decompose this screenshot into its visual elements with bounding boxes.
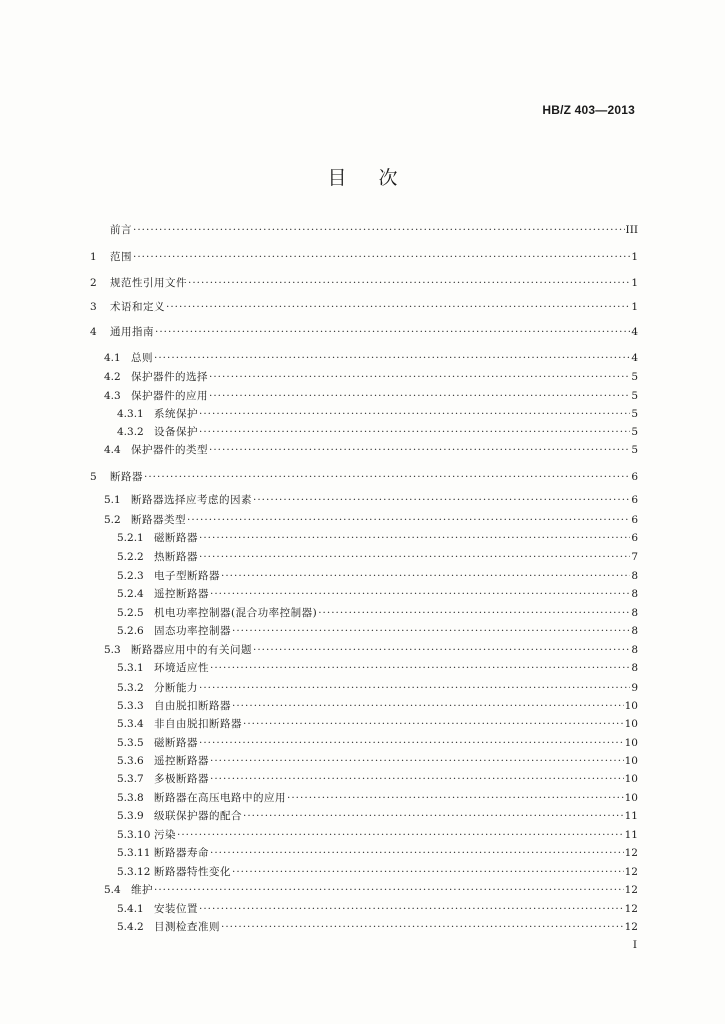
toc-entry-number: 4.4	[104, 444, 121, 456]
toc-entry[interactable]	[90, 249, 638, 265]
toc-entry[interactable]	[117, 586, 638, 602]
toc-entry[interactable]	[117, 735, 638, 751]
toc-entry-title: 电子型断路器	[154, 570, 220, 582]
toc-entry-page: 5	[631, 408, 638, 420]
toc-entry-page: 12	[624, 903, 638, 915]
toc-entry-title: 断路器类型	[131, 514, 186, 526]
toc-entry-page: 12	[624, 847, 638, 859]
toc-leader-dots	[154, 882, 624, 898]
toc-entry-title: 自由脱扣断路器	[154, 700, 231, 712]
toc-entry-title: 断路器	[110, 471, 143, 483]
toc-entry-page: 9	[631, 682, 638, 694]
toc-leader-dots	[199, 735, 624, 751]
toc-title: 目次	[327, 167, 430, 189]
toc-entry-title: 固态功率控制器	[154, 625, 231, 637]
toc-entry[interactable]	[117, 698, 638, 714]
toc-leader-dots	[287, 790, 624, 806]
toc-entry-page: 10	[624, 718, 638, 730]
toc-leader-dots	[221, 568, 630, 584]
toc-entry-number: 4.2	[104, 371, 121, 383]
toc-entry-title: 热断路器	[154, 551, 198, 563]
toc-entry-page: 5	[631, 426, 638, 438]
toc-entry-title: 分断能力	[154, 682, 198, 694]
toc-entry-title: 污染	[154, 829, 176, 841]
toc-entry-page: 6	[631, 532, 638, 544]
toc-leader-dots	[199, 424, 630, 440]
toc-entry[interactable]	[104, 442, 638, 458]
toc-entry-title: 遥控断路器	[154, 755, 209, 767]
toc-entry[interactable]	[117, 919, 638, 935]
toc-entry[interactable]	[117, 808, 638, 824]
toc-entry-page: 8	[631, 625, 638, 637]
toc-entry-title: 规范性引用文件	[110, 277, 187, 289]
toc-leader-dots	[133, 222, 625, 238]
toc-entry-page: 4	[631, 352, 638, 364]
toc-entry[interactable]	[104, 388, 638, 404]
toc-leader-dots	[253, 642, 630, 658]
toc-entry[interactable]	[90, 275, 638, 291]
toc-leader-dots	[221, 919, 624, 935]
toc-entry[interactable]	[90, 299, 638, 315]
toc-entry-number: 5.2.2	[117, 551, 144, 563]
toc-entry[interactable]	[90, 324, 638, 340]
toc-leader-dots	[210, 660, 630, 676]
toc-entry-page: 8	[631, 570, 638, 582]
toc-entry-page: 12	[624, 884, 638, 896]
toc-entry[interactable]	[117, 424, 638, 440]
toc-entry-title: 非自由脱扣断路器	[154, 718, 242, 730]
toc-entry-page: 7	[631, 551, 638, 563]
toc-leader-dots	[232, 698, 624, 714]
toc-entry-page: 10	[624, 755, 638, 767]
toc-entry[interactable]	[104, 369, 638, 385]
toc-leader-dots	[210, 753, 624, 769]
toc-leader-dots	[199, 549, 630, 565]
toc-entry-page: 10	[624, 773, 638, 785]
toc-leader-dots	[243, 808, 624, 824]
toc-entry-number: 4	[90, 326, 97, 338]
toc-entry-number: 5.4	[104, 884, 121, 896]
toc-leader-dots	[188, 275, 630, 291]
toc-entry-page: 10	[624, 737, 638, 749]
toc-entry-number: 5.2.3	[117, 570, 144, 582]
toc-entry-page: 8	[631, 644, 638, 656]
toc-entry-title: 多极断路器	[154, 773, 209, 785]
toc-leader-dots	[154, 350, 630, 366]
toc-entry[interactable]	[90, 222, 638, 238]
toc-entry-title: 机电功率控制器(混合功率控制器)	[154, 607, 318, 619]
toc-leader-dots	[209, 369, 630, 385]
toc-entry-page: 12	[624, 921, 638, 933]
toc-entry-title: 磁断路器	[154, 532, 198, 544]
toc-entry-number: 5.4.1	[117, 903, 144, 915]
toc-entry[interactable]	[117, 827, 638, 843]
toc-leader-dots	[210, 771, 624, 787]
toc-entry-number: 5.3	[104, 644, 121, 656]
toc-entry-title: 保护器件的类型	[131, 444, 208, 456]
toc-entry-number: 5.2.6	[117, 625, 144, 637]
toc-leader-dots	[166, 299, 630, 315]
toc-entry-page: 5	[631, 444, 638, 456]
toc-entry-title: 磁断路器	[154, 737, 198, 749]
toc-entry[interactable]	[117, 845, 638, 861]
toc-entry-title: 断路器应用中的有关问题	[131, 644, 252, 656]
toc-entry-title: 断路器在高压电路中的应用	[154, 792, 286, 804]
page-number: I	[632, 939, 637, 951]
toc-leader-dots	[243, 716, 624, 732]
toc-entry[interactable]	[104, 512, 638, 528]
toc-entry-page: 4	[631, 326, 638, 338]
toc-leader-dots	[199, 901, 624, 917]
toc-entry[interactable]	[104, 492, 638, 508]
toc-entry-number: 5.2	[104, 514, 121, 526]
toc-entry[interactable]	[117, 406, 638, 422]
toc-entry-page: 5	[631, 371, 638, 383]
toc-entry-page: 11	[624, 810, 638, 822]
toc-entry[interactable]	[117, 790, 638, 806]
toc-entry-title: 遥控断路器	[154, 588, 209, 600]
toc-entry[interactable]	[117, 901, 638, 917]
toc-entry-number: 5.3.9	[117, 810, 144, 822]
toc-entry-page: 1	[631, 251, 638, 263]
toc-entry[interactable]	[117, 549, 638, 565]
toc-entry[interactable]	[104, 350, 638, 366]
toc-entry[interactable]	[117, 605, 638, 621]
toc-entry-number: 5.3.10	[117, 829, 151, 841]
toc-entry-title: 断路器特性变化	[154, 866, 231, 878]
toc-leader-dots	[133, 249, 630, 265]
toc-entry-number: 5.2.4	[117, 588, 144, 600]
toc-entry-title: 术语和定义	[110, 301, 165, 313]
toc-entry-number: 5	[90, 471, 97, 483]
toc-entry-number: 5.2.1	[117, 532, 144, 544]
toc-entry-number: 5.3.7	[117, 773, 144, 785]
toc-leader-dots	[199, 406, 630, 422]
toc-entry-title: 环境适应性	[154, 662, 209, 674]
toc-leader-dots	[155, 324, 630, 340]
toc-entry-number: 4.3.2	[117, 426, 144, 438]
toc-entry-number: 5.3.2	[117, 682, 144, 694]
toc-leader-dots	[187, 512, 630, 528]
toc-entry-number: 5.4.2	[117, 921, 144, 933]
toc-entry-page: 1	[631, 277, 638, 289]
toc-leader-dots	[177, 827, 624, 843]
toc-entry[interactable]	[90, 469, 638, 485]
toc-entry-title: 目测检查准则	[154, 921, 220, 933]
toc-leader-dots	[144, 469, 630, 485]
toc-entry-page: 6	[631, 471, 638, 483]
toc-entry[interactable]	[117, 568, 638, 584]
toc-entry-number: 4.3.1	[117, 408, 144, 420]
toc-entry-title: 断路器寿命	[154, 847, 209, 859]
toc-entry-title: 断路器选择应考虑的因素	[131, 494, 252, 506]
toc-entry-number: 5.1	[104, 494, 121, 506]
toc-entry-title: 保护器件的应用	[131, 390, 208, 402]
toc-entry[interactable]	[117, 864, 638, 880]
toc-entry[interactable]	[117, 753, 638, 769]
toc-entry-number: 4.1	[104, 352, 121, 364]
toc-entry-number: 5.3.11	[117, 847, 151, 859]
toc-entry-number: 5.3.3	[117, 700, 144, 712]
toc-entry[interactable]	[117, 771, 638, 787]
toc-leader-dots	[209, 388, 630, 404]
toc-entry-number: 5.3.4	[117, 718, 144, 730]
toc-entry-number: 5.3.6	[117, 755, 144, 767]
toc-leader-dots	[209, 442, 630, 458]
toc-entry[interactable]	[104, 882, 638, 898]
toc-leader-dots	[232, 864, 624, 880]
toc-leader-dots	[210, 586, 630, 602]
toc-entry-title: 安装位置	[154, 903, 198, 915]
toc-entry-title: 通用指南	[110, 326, 154, 338]
toc-leader-dots	[199, 680, 630, 696]
toc-entry-title: 级联保护器的配合	[154, 810, 242, 822]
toc-entry-number: 5.3.5	[117, 737, 144, 749]
toc-entry-number: 2	[90, 277, 97, 289]
toc-entry[interactable]	[104, 642, 638, 658]
toc-entry-number: 5.3.12	[117, 866, 151, 878]
toc-entry-number: 1	[90, 251, 97, 263]
toc-entry-page: 12	[624, 866, 638, 878]
toc-entry-title: 总则	[131, 352, 153, 364]
toc-entry-title: 系统保护	[154, 408, 198, 420]
toc-entry-number: 5.3.8	[117, 792, 144, 804]
toc-entry-page: 6	[631, 514, 638, 526]
toc-entry[interactable]	[117, 716, 638, 732]
toc-entry[interactable]	[117, 623, 638, 639]
toc-entry[interactable]	[117, 680, 638, 696]
toc-leader-dots	[232, 623, 630, 639]
toc-entry-number: 3	[90, 301, 97, 313]
toc-entry-page: 11	[624, 829, 638, 841]
toc-entry-number: 5.2.5	[117, 607, 144, 619]
toc-entry-title: 前言	[110, 224, 132, 236]
toc-entry[interactable]	[117, 530, 638, 546]
toc-entry-page: 10	[624, 700, 638, 712]
toc-leader-dots	[199, 530, 630, 546]
toc-leader-dots	[318, 605, 630, 621]
toc-entry-page: 8	[631, 607, 638, 619]
toc-entry-title: 范围	[110, 251, 132, 263]
toc-entry-page: 1	[631, 301, 638, 313]
toc-entry-title: 维护	[131, 884, 153, 896]
toc-leader-dots	[253, 492, 630, 508]
toc-entry-page: 10	[624, 792, 638, 804]
toc-entry-page: 5	[631, 390, 638, 402]
toc-entry-page: III	[625, 224, 638, 236]
toc-entry-title: 保护器件的选择	[131, 371, 208, 383]
toc-entry-number: 4.3	[104, 390, 121, 402]
toc-entry[interactable]	[117, 660, 638, 676]
toc-entry-number: 5.3.1	[117, 662, 144, 674]
toc-leader-dots	[210, 845, 624, 861]
document-code: HB/Z 403—2013	[542, 103, 635, 117]
toc-entry-page: 8	[631, 588, 638, 600]
toc-entry-page: 6	[631, 494, 638, 506]
toc-entry-page: 8	[631, 662, 638, 674]
toc-entry-title: 设备保护	[154, 426, 198, 438]
